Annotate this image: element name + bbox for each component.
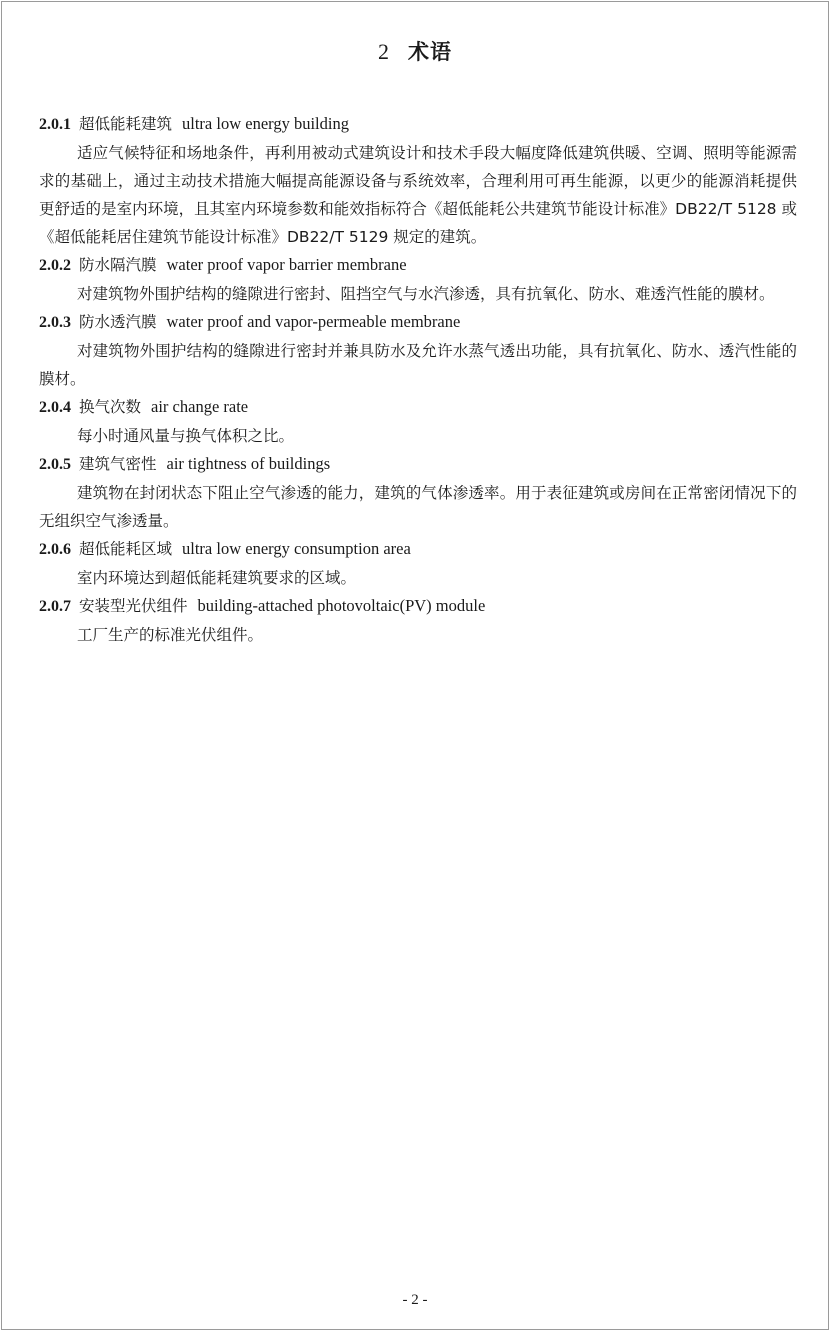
- term-english-name: air change rate: [151, 397, 249, 416]
- term-definition: 建筑物在封闭状态下阻止空气渗透的能力，建筑的气体渗透率。用于表征建筑或房间在正常密闭情况下的无组织空气渗透量。: [39, 484, 797, 530]
- term-number: 2.0.5: [39, 456, 71, 473]
- term-entry: [39, 450, 797, 535]
- chapter-title: [2, 36, 828, 66]
- page-number: - 2 -: [402, 1292, 428, 1308]
- term-chinese-name: 安装型光伏组件: [79, 597, 188, 615]
- term-entry: [39, 393, 797, 450]
- term-number: 2.0.1: [39, 116, 71, 133]
- chapter-name: 术语: [408, 40, 452, 64]
- term-english-name: air tightness of buildings: [166, 454, 331, 473]
- term-heading: [39, 308, 797, 337]
- term-number: 2.0.2: [39, 257, 71, 274]
- term-number: 2.0.6: [39, 541, 71, 558]
- term-chinese-name: 换气次数: [79, 398, 142, 416]
- term-chinese-name: 超低能耗区域: [79, 540, 173, 558]
- term-definition: 对建筑物外围护结构的缝隙进行密封、阻挡空气与水汽渗透，具有抗氧化、防水、难透汽性能的膜材。: [77, 285, 775, 303]
- term-heading: [39, 251, 797, 280]
- term-definition: 适应气候特征和场地条件，再利用被动式建筑设计和技术手段大幅度降低建筑供暖、空调、照明等能源需求的基础上，通过主动技术措施大幅提高能源设备与系统效率，合理利用可再生能源，以更少的能源消耗提供更舒适的是室内环境，且其室内环境参数和能效指标符合《超低能耗公共建筑节能设计标准》DB22/T 5128 或《超低能耗居住建筑节能设计标准》DB22/T 5129 规定的建筑。: [39, 144, 797, 246]
- term-entry: [39, 110, 797, 251]
- term-english-name: water proof and vapor-permeable membrane: [166, 312, 461, 331]
- term-number: 2.0.4: [39, 399, 71, 416]
- term-entry: [39, 308, 797, 393]
- term-english-name: building-attached photovoltaic(PV) module: [197, 596, 486, 615]
- term-heading: [39, 535, 797, 564]
- document-page: [1, 1, 829, 1330]
- term-heading: [39, 110, 797, 139]
- term-definition: 室内环境达到超低能耗建筑要求的区域。: [77, 569, 357, 587]
- term-entry: [39, 535, 797, 592]
- term-english-name: ultra low energy consumption area: [182, 539, 411, 558]
- term-chinese-name: 超低能耗建筑: [79, 115, 173, 133]
- term-number: 2.0.7: [39, 598, 71, 615]
- term-chinese-name: 防水透汽膜: [79, 313, 157, 331]
- terms-section: [39, 110, 797, 649]
- term-english-name: water proof vapor barrier membrane: [166, 255, 407, 274]
- term-chinese-name: 建筑气密性: [79, 455, 157, 473]
- term-entry: [39, 251, 797, 308]
- term-heading: [39, 450, 797, 479]
- term-chinese-name: 防水隔汽膜: [79, 256, 157, 274]
- term-heading: [39, 393, 797, 422]
- term-number: 2.0.3: [39, 314, 71, 331]
- term-heading: [39, 592, 797, 621]
- term-definition: 工厂生产的标准光伏组件。: [77, 626, 264, 644]
- term-definition: 对建筑物外围护结构的缝隙进行密封并兼具防水及允许水蒸气透出功能，具有抗氧化、防水、透汽性能的膜材。: [39, 342, 797, 388]
- term-english-name: ultra low energy building: [182, 114, 349, 133]
- chapter-number: 2: [378, 39, 390, 64]
- term-definition: 每小时通风量与换气体积之比。: [77, 427, 295, 445]
- term-entry: [39, 592, 797, 649]
